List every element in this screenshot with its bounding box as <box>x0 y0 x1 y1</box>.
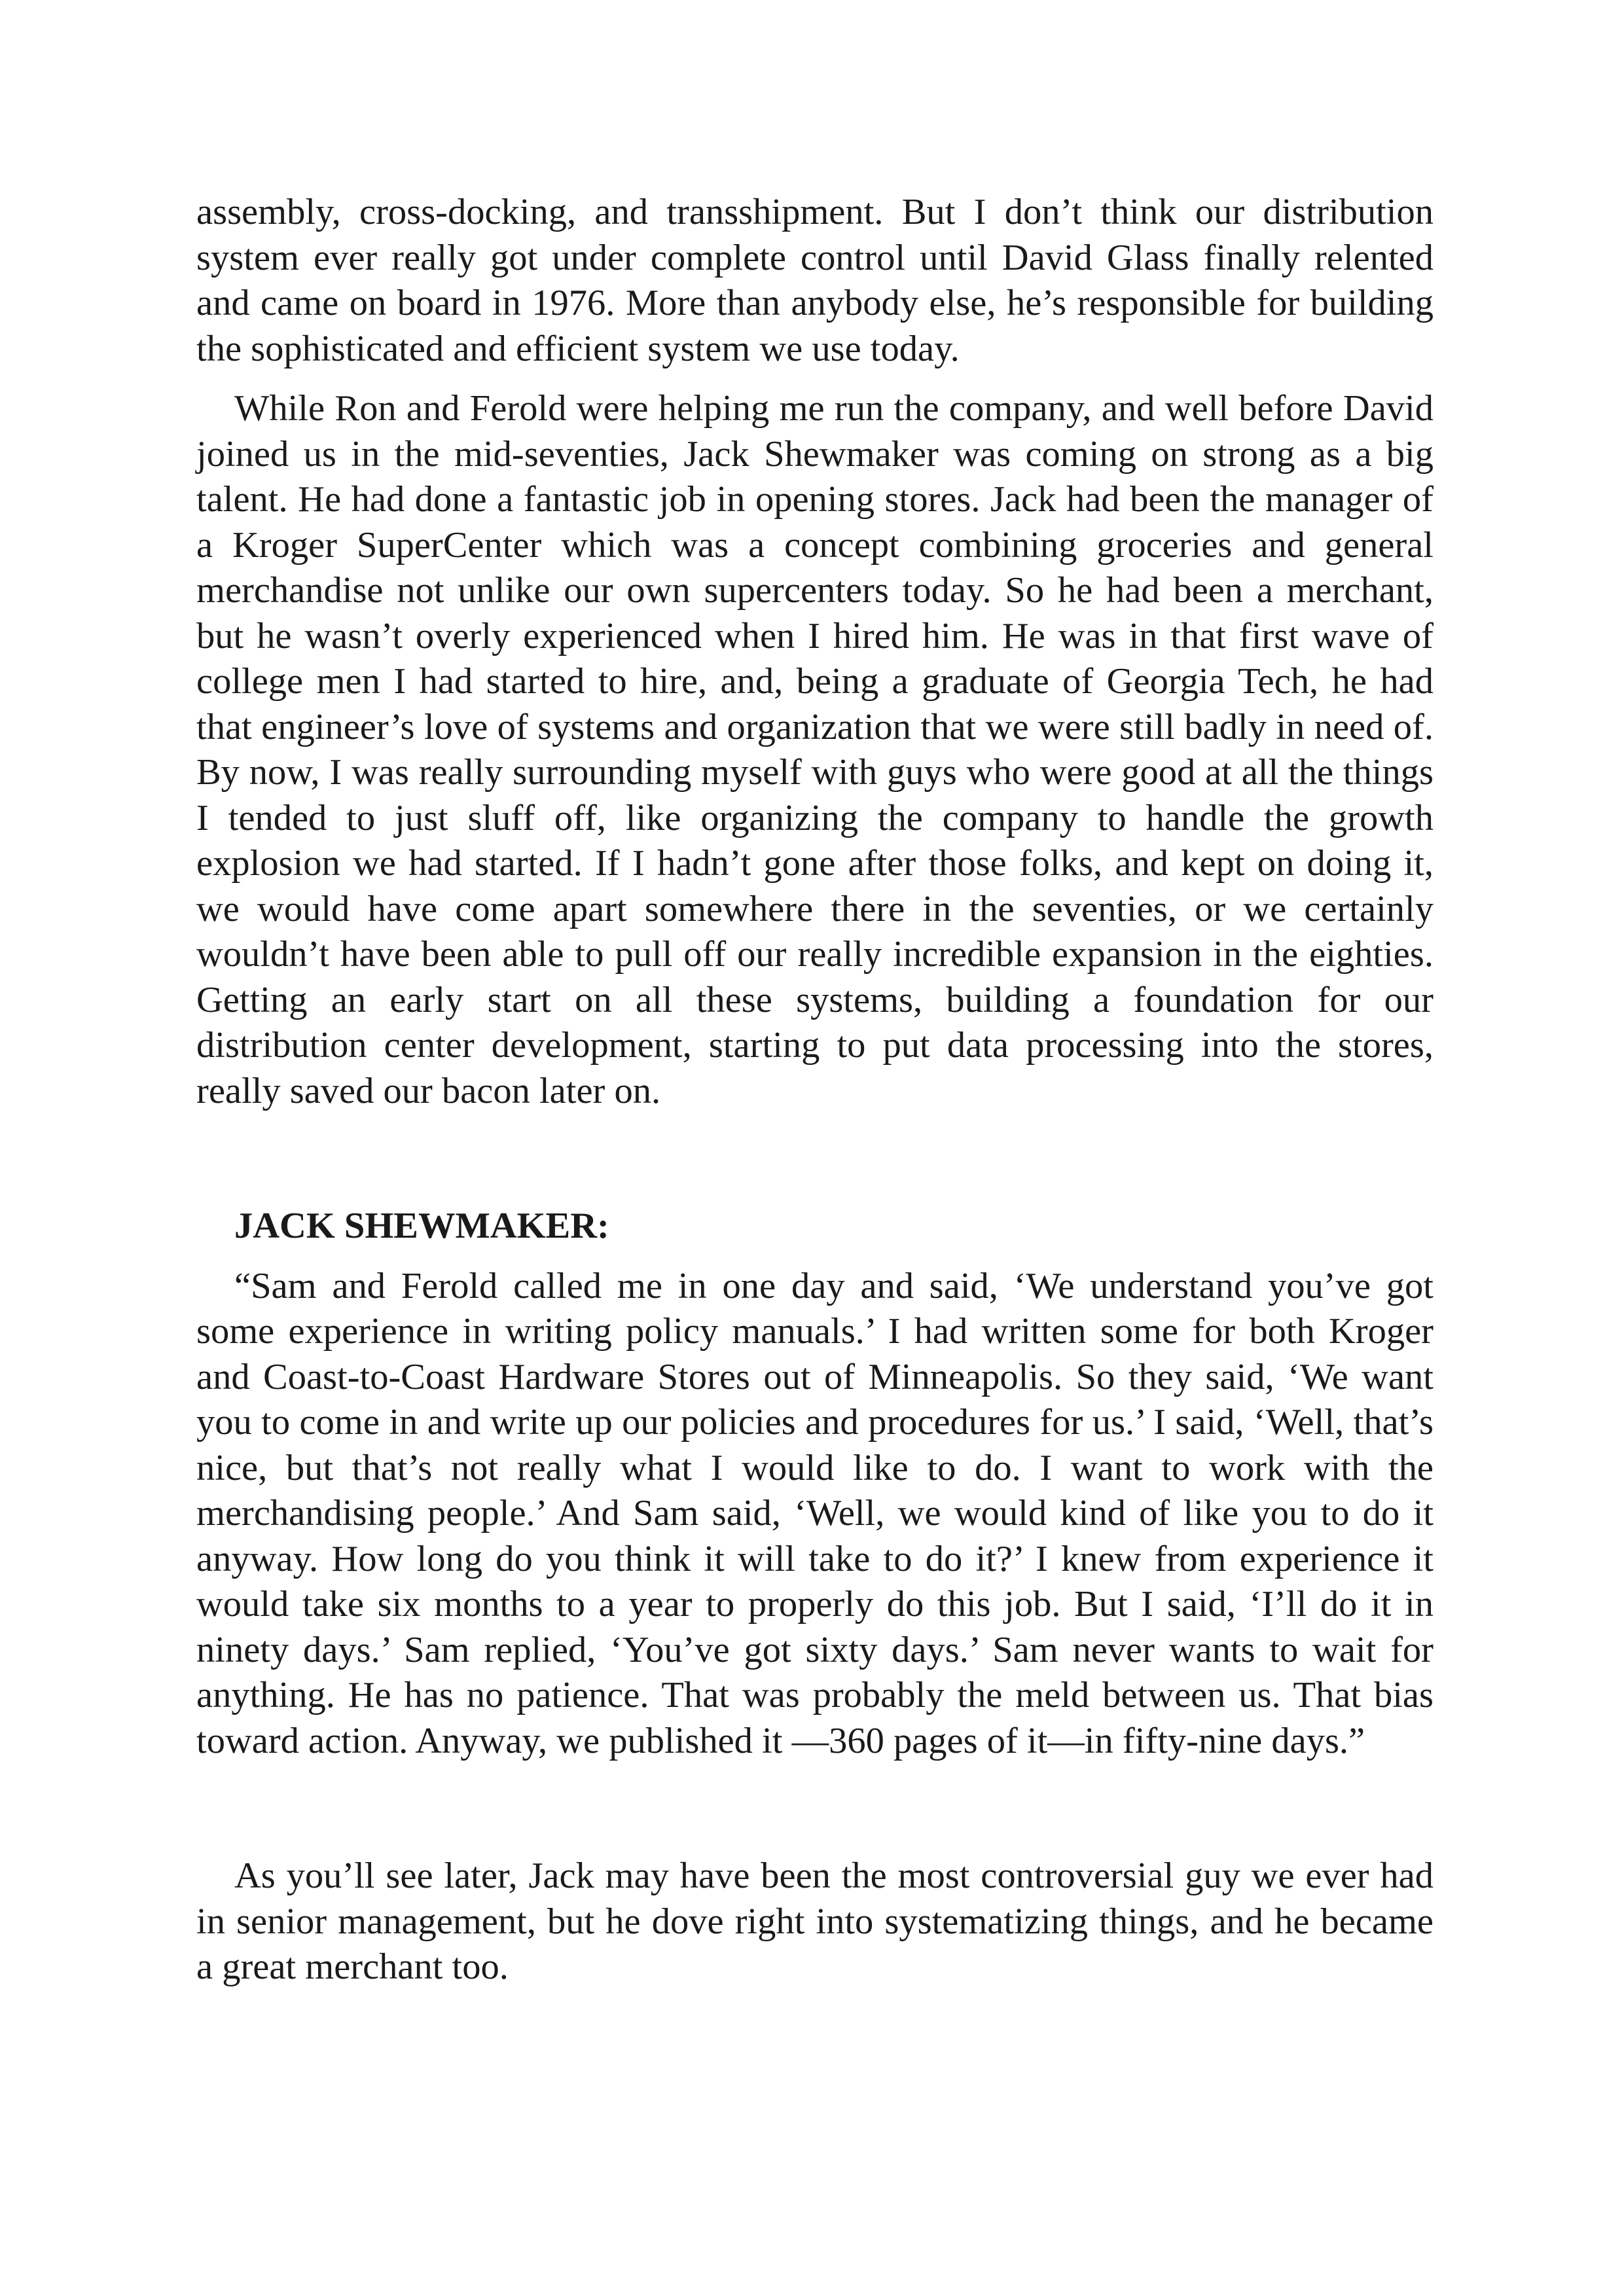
paragraph-distribution-system: assembly, cross-docking, and transshipment. But I don’t think our distribution system ever really got under complete control until David Glass finally relented and came on board in 1976. More than anybody else, he’s responsible for building the sophisticated and efficient system we use today. <box>196 192 1434 369</box>
speaker-heading: JACK SHEWMAKER: <box>234 1206 609 1246</box>
paragraph-quote: “Sam and Ferold called me in one day and said, ‘We understand you’ve got some experience in writing policy manuals.’ I had written some for both Kroger and Coast-to-Coast Hardware Stores out of Minneapolis. So they said, ‘We want you to come in and write up our policies and procedures for us.’ I said, ‘Well, that’s nice, but that’s not really what I would like to do. I want to work with the merchandising people.’ And Sam said, ‘Well, we would kind of like you to do it anyway. How long do you think it will take to do it?’ I knew from experience it would take six months to a year to properly do this job. But I said, ‘I’ll do it in ninety days.’ Sam replied, ‘You’ve got sixty days.’ Sam never wants to wait for anything. He has no patience. That was probably the meld between us. That bias toward action. Anyway, we published it —360 pages of it—in fifty-nine days.” <box>196 1265 1434 1761</box>
document-page <box>196 190 1434 1990</box>
paragraph-jack-shewmaker-intro: While Ron and Ferold were helping me run the company, and well before David joined us in the mid-seventies, Jack Shewmaker was coming on strong as a big talent. He had done a fantastic job in opening stores. Jack had been the manager of a Kroger SuperCenter which was a concept combining groceries and general merchandise not unlike our own supercenters today. So he had been a merchant, but he wasn’t overly experienced when I hired him. He was in that first wave of college men I had started to hire, and, being a graduate of Georgia Tech, he had that engineer’s love of systems and organization that we were still badly in need of. By now, I was really surrounding myself with guys who were good at all the things I tended to just sluff off, like organizing the company to handle the growth explosion we had started. If I hadn’t gone after those folks, and kept on doing it, we would have come apart somewhere there in the seventies, or we certainly wouldn’t have been able to pull off our really incredible expansion in the eighties. Getting an early start on all these systems, building a foundation for our distribution center development, starting to put data processing into the stores, really saved our bacon later on. <box>196 388 1434 1111</box>
paragraph-closing: As you’ll see later, Jack may have been the most controversial guy we ever had in senior management, but he dove right into systematizing things, and he became a great merchant too. <box>196 1856 1434 1987</box>
